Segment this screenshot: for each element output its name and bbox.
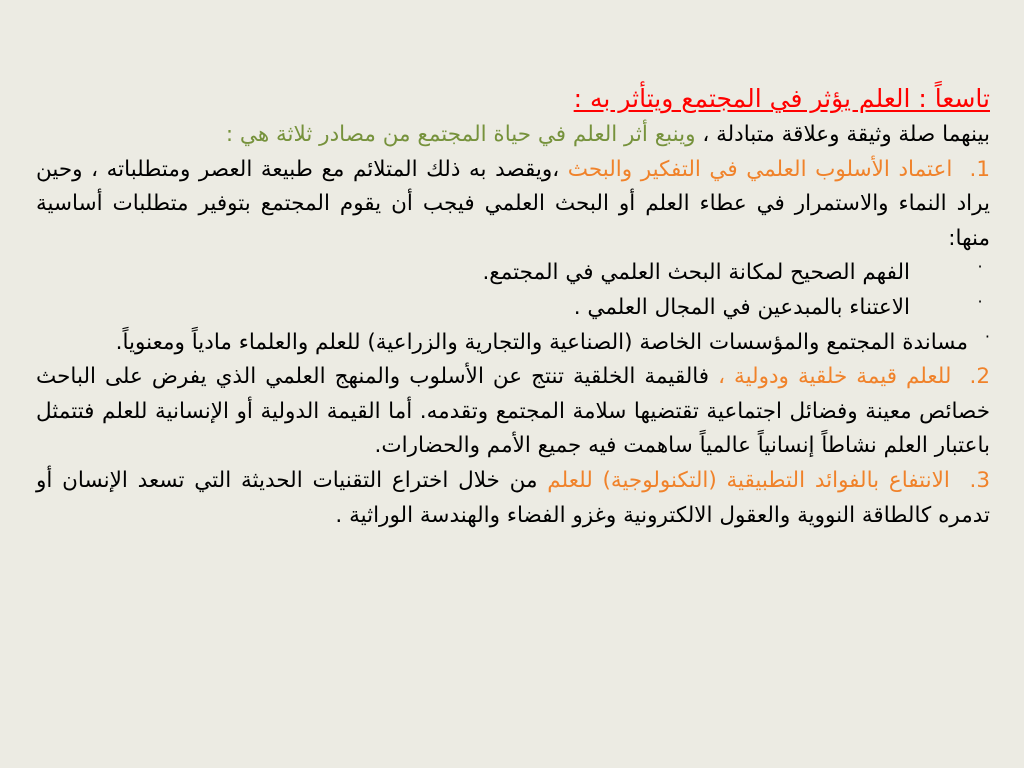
- intro-paragraph: [36, 118, 990, 153]
- bullet-text-2: الاعتناء بالمبدعين في المجال العلمي .: [573, 294, 910, 320]
- point-1-body: ،ويقصد به ذلك المتلائم مع طبيعة العصر ومتطلباته ، وحين يراد النماء والاستمرار في عطاء العلم أو البحث العلمي فيجب أن يقوم المجتمع بتوفير متطلبات أساسية منها:: [36, 156, 990, 251]
- bullet-item-2: [36, 291, 990, 326]
- bullet-marker-2: ·: [977, 291, 983, 311]
- slide-title: تاسعاً : العلم يؤثر في المجتمع ويتأثر به :: [573, 84, 990, 113]
- bullet-marker-1: ·: [977, 257, 983, 277]
- point-2: [36, 360, 990, 464]
- point-3: [36, 464, 990, 533]
- bullet-item-3: [36, 326, 990, 361]
- slide-content: [36, 80, 990, 533]
- point-3-heading: الانتفاع بالفوائد التطبيقية (التكنولوجية) للعلم: [547, 467, 950, 493]
- point-1-number: 1.: [969, 156, 990, 182]
- point-2-heading: للعلم قيمة خلقية ودولية ،: [718, 364, 952, 390]
- intro-plain-text: بينهما صلة وثيقة وعلاقة متبادلة ،: [695, 122, 990, 147]
- bullet-text-3: مساندة المجتمع والمؤسسات الخاصة (الصناعية والتجارية والزراعية) للعلم والعلماء مادياً ومعنوياً.: [115, 329, 968, 355]
- bullet-item-1: [36, 256, 990, 291]
- point-3-number: 3.: [969, 467, 990, 493]
- bullet-text-1: الفهم الصحيح لمكانة البحث العلمي في المجتمع.: [482, 260, 910, 286]
- point-2-number: 2.: [969, 364, 990, 390]
- point-1: [36, 153, 990, 257]
- point-2-body: فالقيمة الخلقية تنتج عن الأسلوب والمنهج العلمي الذي يفرض على الباحث خصائص معينة وفضائل اجتماعية تقتضيها سلامة المجتمع وتقدمه. أما القيمة الدولية أو الإنسانية للعلم فتتمثل باعتبار العلم نشاطاً إنسانياً عالمياً ساهمت فيه جميع الأمم والحضارات.: [36, 364, 990, 459]
- bullet-marker-3: ·: [984, 326, 990, 346]
- intro-highlight-text: وينبع أثر العلم في حياة المجتمع من مصادر ثلاثة هي :: [225, 122, 696, 147]
- point-1-heading: اعتماد الأسلوب العلمي في التفكير والبحث: [567, 156, 953, 182]
- point-3-body: من خلال اختراع التقنيات الحديثة التي تسعد الإنسان أو تدمره كالطاقة النووية والعقول الالكترونية وغزو الفضاء والهندسة الوراثية .: [36, 467, 990, 528]
